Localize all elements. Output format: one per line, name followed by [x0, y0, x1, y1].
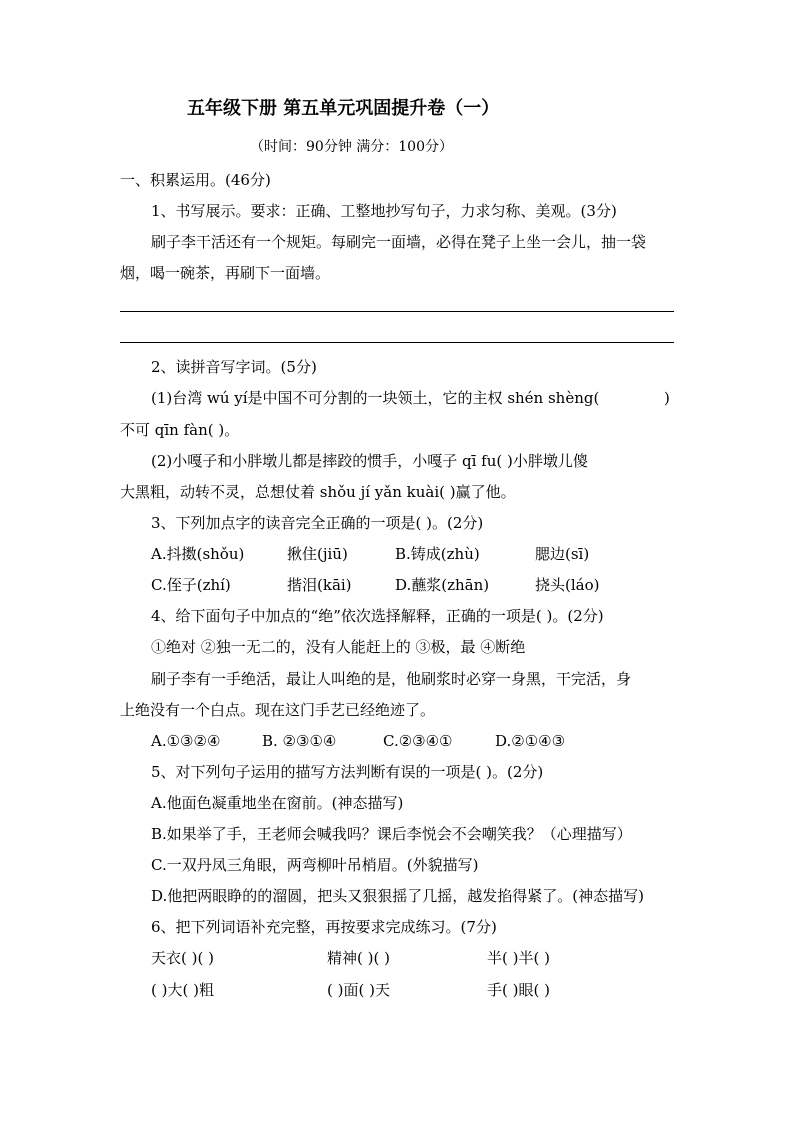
- meaning-list: ①绝对 ②独一无二的，没有人能赶上的 ③极，最 ④断绝: [151, 638, 526, 656]
- writing-line[interactable]: [120, 342, 674, 343]
- choice-word: 揩泪(kāi): [287, 576, 352, 594]
- choice-word: 挠头(láo): [535, 576, 600, 594]
- idiom-blank[interactable]: ( )面( )天: [327, 981, 390, 999]
- writing-line[interactable]: [120, 311, 674, 312]
- question-text: 不可 qīn fàn( )。: [120, 421, 240, 439]
- choice-option[interactable]: C.②③④①: [383, 732, 453, 750]
- page-title: 五年级下册 第五单元巩固提升卷（一）: [187, 98, 500, 119]
- idiom-blank[interactable]: 手( )眼( ): [487, 981, 550, 999]
- choice-option[interactable]: A.抖擞(shǒu): [151, 545, 245, 563]
- copy-text-line: 刷子李干活还有一个规矩。每刷完一面墙，必得在凳子上坐一会儿，抽一袋: [151, 233, 647, 251]
- passage-text: 刷子李有一手绝活，最让人叫绝的是，他刷浆时必穿一身黑，干完活，身: [151, 670, 632, 688]
- question-text: 大黑粗，动转不灵，总想仗着 shǒu jí yǎn kuài( )赢了他。: [120, 483, 516, 501]
- exam-time-score: （时间：90分钟 满分：100分）: [250, 139, 453, 155]
- answer-paren-close: ): [664, 389, 670, 407]
- choice-option[interactable]: C.一双丹凤三角眼，两弯柳叶吊梢眉。(外貌描写): [151, 856, 479, 874]
- question-prompt: 4、给下面句子中加点的“绝”依次选择解释，正确的一项是( )。(2分): [151, 607, 604, 625]
- choice-word: 揪住(jiū): [287, 545, 348, 563]
- choice-option[interactable]: D.他把两眼睁的的溜圆，把头又狠狠摇了几摇，越发掐得紧了。(神态描写): [151, 887, 644, 905]
- idiom-blank[interactable]: 精神( )( ): [327, 949, 390, 967]
- question-text: (1)台湾 wú yí是中国不可分割的一块领土，它的主权 shén shèng(: [151, 389, 600, 407]
- question-prompt: 6、把下列词语补充完整，再按要求完成练习。(7分): [151, 918, 497, 936]
- choice-option[interactable]: D.蘸浆(zhān): [395, 576, 490, 594]
- question-prompt: 5、对下列句子运用的描写方法判断有误的一项是( )。(2分): [151, 763, 544, 781]
- question-prompt: 1、书写展示。要求：正确、工整地抄写句子，力求匀称、美观。(3分): [151, 202, 617, 220]
- section-heading: 一、积累运用。(46分): [120, 171, 271, 189]
- choice-option[interactable]: B. ②③①④: [262, 732, 337, 750]
- choice-option[interactable]: A.他面色凝重地坐在窗前。(神态描写): [151, 794, 404, 812]
- choice-option[interactable]: D.②①④③: [495, 732, 566, 750]
- choice-option[interactable]: C.侄子(zhí): [151, 576, 231, 594]
- passage-text: 上绝没有一个白点。现在这门手艺已经绝迹了。: [120, 701, 436, 719]
- question-prompt: 2、读拼音写字词。(5分): [151, 358, 317, 376]
- choice-option[interactable]: B.如果举了手，王老师会喊我吗？课后李悦会不会嘲笑我？（心理描写）: [151, 825, 632, 843]
- question-prompt: 3、下列加点字的读音完全正确的一项是( )。(2分): [151, 514, 484, 532]
- idiom-blank[interactable]: 天衣( )( ): [151, 949, 214, 967]
- question-text: (2)小嘎子和小胖墩儿都是摔跤的惯手，小嘎子 qī fu( )小胖墩儿傻: [151, 452, 588, 470]
- choice-option[interactable]: A.①③②④: [151, 732, 221, 750]
- idiom-blank[interactable]: ( )大( )粗: [151, 981, 214, 999]
- copy-text-line: 烟，喝一碗茶，再刷下一面墙。: [120, 264, 331, 282]
- choice-option[interactable]: B.铸成(zhù): [395, 545, 480, 563]
- choice-word: 腮边(sī): [535, 545, 590, 563]
- idiom-blank[interactable]: 半( )半( ): [487, 949, 550, 967]
